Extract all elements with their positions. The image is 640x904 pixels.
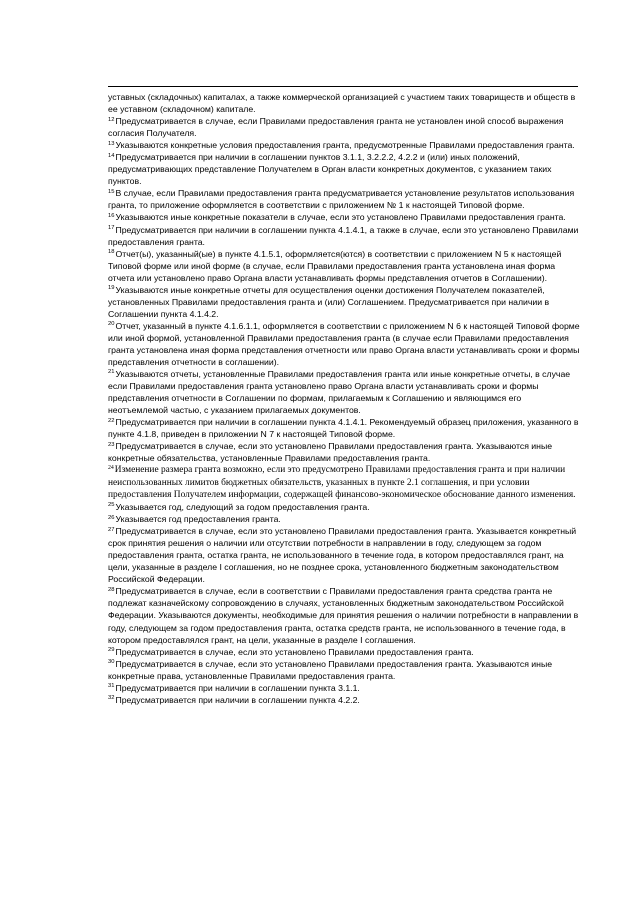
footnote (108, 416, 580, 440)
footnote-number: 32 (108, 695, 115, 702)
footnote (108, 115, 580, 139)
footnote (108, 585, 580, 645)
footnote-text: Предусматривается в случае, если это установлено Правилами предоставления гранта. (115, 646, 474, 657)
footnote-text: Предусматривается при наличии в соглашении пункта 4.2.2. (115, 694, 360, 705)
footnote-text: Предусматривается при наличии в соглашении пункта 4.1.4.1. Рекомендуемый образец приложения, указанного в пункте 4.1.8, приведен в приложении N 7 к настоящей Типовой форме. (108, 417, 579, 440)
footnote (108, 440, 580, 464)
footnote (108, 91, 580, 115)
footnote (108, 682, 580, 694)
footnotes-list (108, 91, 580, 706)
footnote-number: 22 (108, 417, 115, 424)
footnote-separator (108, 86, 578, 87)
footnote (108, 646, 580, 658)
footnote-number: 13 (108, 140, 115, 147)
footnote (108, 224, 580, 248)
footnote-text: Предусматривается в случае, если это установлено Правилами предоставления гранта. Указываются иные конкретные права, установленные Правилами предоставления гранта. (108, 658, 553, 681)
footnote (108, 211, 580, 223)
footnote-number: 14 (108, 152, 115, 159)
footnote-number: 18 (108, 249, 115, 256)
footnote-number: 28 (108, 586, 115, 593)
footnote (108, 187, 580, 211)
footnote-text: Указываются иные конкретные показатели в случае, если это установлено Правилами предоставления гранта. (115, 212, 566, 223)
footnote-text: Предусматривается в случае, если Правилами предоставления гранта не установлен иной способ выражения согласия Получателя. (108, 116, 564, 139)
footnote-text: Указываются конкретные условия предоставления гранта, предусмотренные Правилами предоставления гранта. (115, 140, 575, 151)
footnote-text: Предусматривается в случае, если в соответствии с Правилами предоставления гранта средства гранта не подлежат казначейскому сопровождению в случаях, установленных бюджетным законодательством Российской Федерации. Указываются документы, необходимые для принятия решения о наличии потребности в направлении в году, следующем за годом предоставления гранта, остатка средств гранта, не использованного в течение года, в котором предоставлялся грант, на цели, указанные в разделе I соглашения. (108, 586, 579, 645)
footnote-text: Указывается год, следующий за годом предоставления гранта. (115, 502, 370, 513)
footnote-text: Предусматривается при наличии в соглашении пунктов 3.1.1, 3.2.2.2, 4.2.2 и (или) иных положений, предусматривающих представление Получателем в Орган власти конкретных документов, с указанием таких пунктов. (108, 152, 552, 187)
footnote-text: Указывается год предоставления гранта. (115, 514, 281, 525)
footnote-text: Предусматривается при наличии в соглашении пункта 3.1.1. (115, 682, 360, 693)
footnote-number: 21 (108, 369, 115, 376)
footnote-number: 26 (108, 514, 115, 521)
footnote-text: Предусматривается в случае, если это установлено Правилами предоставления гранта. Указываются иные конкретные обязательства, установленные Правилами предоставления гранта. (108, 441, 553, 464)
footnote-text: Указываются иные конкретные отчеты для осуществления оценки достижения Получателем показателей, установленных Правилами предоставления гранта и (или) Соглашением. Предусматривается при наличии в Соглашении пункта 4.1.4.2. (108, 284, 550, 319)
footnote (108, 525, 580, 585)
footnote-number: 12 (108, 116, 115, 123)
footnote-text: Предусматривается при наличии в соглашении пункта 4.1.4.1, а также в случае, если это установлено Правилами предоставления гранта. (108, 224, 579, 247)
footnote-number: 30 (108, 659, 115, 666)
footnote (108, 248, 580, 284)
footnote (108, 368, 580, 416)
footnote-number: 19 (108, 285, 115, 292)
footnote-text: уставных (складочных) капиталах, а также коммерческой организацией с участием таких товариществ и обществ в ее уставном (складочном) капитале. (108, 92, 576, 115)
footnote-number: 16 (108, 212, 115, 219)
footnote (108, 284, 580, 320)
footnote (108, 151, 580, 187)
footnote-number: 31 (108, 683, 115, 690)
footnote (108, 320, 580, 368)
footnote-number: 23 (108, 441, 115, 448)
footnote (108, 501, 580, 513)
footnote (108, 139, 580, 151)
footnote-text: Отчет(ы), указанный(ые) в пункте 4.1.5.1, оформляется(ются) в соответствии с приложением N 5 к настоящей Типовой форме или иной форме (в случае, если Правилами предоставления гранта установлена иная форма отчета или установлено право Органа власти устанавливать формы представления отчетов в Соглашении). (108, 248, 562, 283)
footnote-text: Предусматривается в случае, если это установлено Правилами предоставления гранта. Указывается конкретный срок принятия решения о наличии или отсутствии потребности в направлении в году, следующем за годом предоставления гранта, остатка гранта, не использованного в течение года, в котором предоставлялся грант, на цели, указанные в разделе I соглашения, но не позднее срока, установленного бюджетным законодательством Российской Федерации. (108, 526, 577, 585)
footnote-text: Изменение размера гранта возможно, если это предусмотрено Правилами предоставления гранта и при наличии неиспользованных лимитов бюджетных обязательств, указанных в пункте 2.1 соглашения, и при условии предоставления Получателем информации, содержащей финансово-экономическое обоснование данного изменения. (108, 465, 576, 500)
footnote-number: 27 (108, 526, 115, 533)
footnote (108, 513, 580, 525)
footnote-number: 15 (108, 188, 115, 195)
footnote (108, 694, 580, 706)
footnote-number: 29 (108, 647, 115, 654)
footnote-text: Указываются отчеты, установленные Правилами предоставления гранта или иные конкретные отчеты, в случае если Правилами предоставления гранта установлено право Органа власти устанавливать сроки и формы представления отчетности в Соглашении по формам, прилагаемым к Соглашению и являющимся его неотъемлемой частью, с указанием прилагаемых документов. (108, 369, 571, 416)
footnote-number: 24 (108, 464, 114, 471)
footnote-number: 20 (108, 321, 115, 328)
footnote-text: Отчет, указанный в пункте 4.1.6.1.1, оформляется в соответствии с приложением N 6 к настоящей Типовой форме или иной формой, установленной Правилами предоставления гранта (в случае если Правилами предоставления гранта установлена иная форма представления отчетности или право Органа власти устанавливать сроки и формы представления отчетности в соглашении). (108, 320, 580, 368)
footnote-text: В случае, если Правилами предоставления гранта предусматривается установление результатов использования гранта, то приложение оформляется в соответствии с приложением № 1 к настоящей Типовой форме. (108, 188, 575, 211)
footnote (108, 658, 580, 682)
footnote-number: 17 (108, 224, 115, 231)
footnote (108, 464, 580, 501)
footnote-number: 25 (108, 502, 115, 509)
